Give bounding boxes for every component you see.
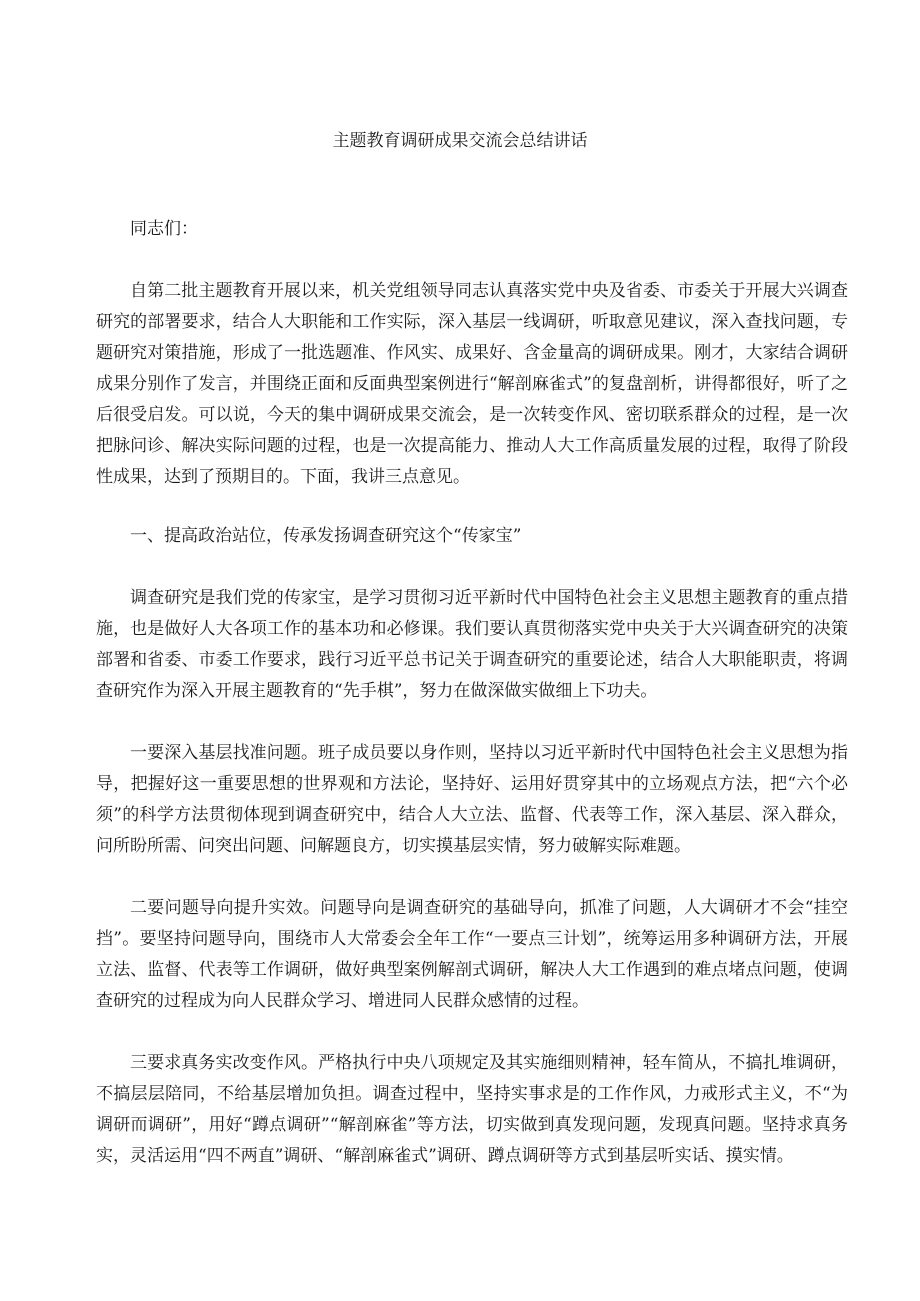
paragraph-point-3: 三要求真务实改变作风。严格执行中央八项规定及其实施细则精神，轻车简从，不搞扎堆调研，不搞层层陪同，不给基层增加负担。调查过程中，坚持实事求是的工作作风，力戒形式主义，不“为调研而调研”，用好“蹲点调研”“解剖麻雀”等方法，切实做到真发现问题，发现真问题。坚持求真务实，灵活运用“四不两直”调研、“解剖麻雀式”调研、蹲点调研等方式到基层听实话、摸实情。	[96, 1053, 848, 1166]
paragraph-point-1: 一要深入基层找准问题。班子成员要以身作则，坚持以习近平新时代中国特色社会主义思想为指导，把握好这一重要思想的世界观和方法论，坚持好、运用好贯穿其中的立场观点方法，把“六个必须”的科学方法贯彻体现到调查研究中，结合人大立法、监督、代表等工作，深入基层、深入群众，问所盼所需、问突出问题、问解题良方，切实摸基层实情，努力破解实际难题。	[96, 743, 848, 856]
document-title: 主题教育调研成果交流会总结讲话	[332, 131, 588, 151]
paragraph-point-2: 二要问题导向提升实效。问题导向是调查研究的基础导向，抓准了问题，人大调研才不会“挂空挡”。要坚持问题导向，围绕市人大常委会全年工作“一要点三计划”，统筹运用多种调研方法，开展立法、监督、代表等工作调研，做好典型案例解剖式调研，解决人大工作遇到的难点堵点问题，使调查研究的过程成为向人民群众学习、增进同人民群众感情的过程。	[96, 898, 848, 1011]
salutation: 同志们：	[130, 219, 198, 239]
section-heading-1: 一、提高政治站位，传承发扬调查研究这个“传家宝”	[130, 526, 522, 546]
paragraph-intro: 自第二批主题教育开展以来，机关党组领导同志认真落实党中央及省委、市委关于开展大兴调查研究的部署要求，结合人大职能和工作实际，深入基层一线调研，听取意见建议，深入查找问题，专题研究对策措施，形成了一批选题准、作风实、成果好、含金量高的调研成果。刚才，大家结合调研成果分别作了发言，并围绕正面和反面典型案例进行“解剖麻雀式”的复盘剖析，讲得都很好，听了之后很受启发。可以说，今天的集中调研成果交流会，是一次转变作风、密切联系群众的过程，是一次把脉问诊、解决实际问题的过程，也是一次提高能力、推动人大工作高质量发展的过程，取得了阶段性成果，达到了预期目的。下面，我讲三点意见。	[96, 281, 848, 487]
paragraph-section-1: 调查研究是我们党的传家宝，是学习贯彻习近平新时代中国特色社会主义思想主题教育的重点措施，也是做好人大各项工作的基本功和必修课。我们要认真贯彻落实党中央关于大兴调查研究的决策部署和省委、市委工作要求，践行习近平总书记关于调查研究的重要论述，结合人大职能职责，将调查研究作为深入开展主题教育的“先手棋”，努力在做深做实做细上下功夫。	[96, 588, 848, 701]
